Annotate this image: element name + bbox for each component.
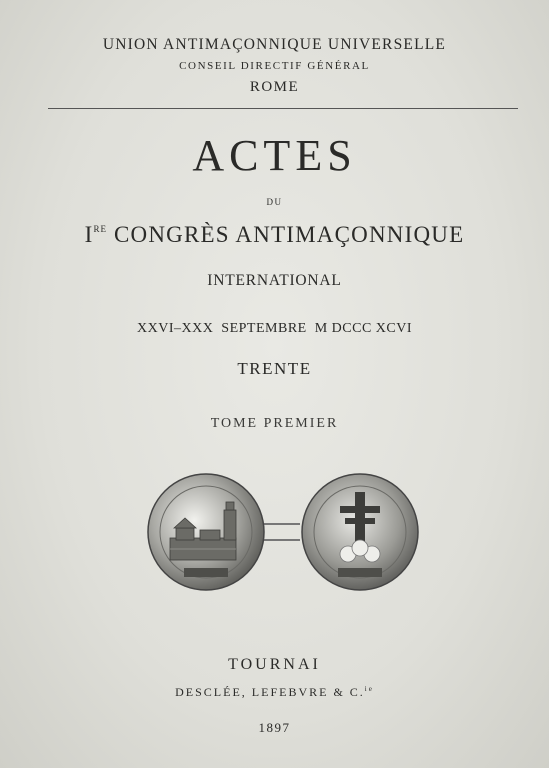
congress-place: TRENTE: [237, 359, 312, 378]
volume-label: TOME PREMIER: [210, 416, 339, 431]
congress-dates: XXVI–XXX SEPTEMBRE M DCCC XCVI: [136, 321, 413, 336]
publisher-suffix: ie: [364, 685, 374, 693]
congress-title: [0, 222, 549, 248]
header-divider: [48, 108, 518, 109]
main-title: ACTES: [192, 131, 357, 180]
international-label: INTERNATIONAL: [207, 272, 342, 289]
imprint-city: TOURNAI: [228, 656, 321, 673]
commemorative-medals: [140, 468, 420, 598]
title-connector: DU: [266, 197, 283, 207]
publication-year: 1897: [258, 720, 291, 735]
publisher-prefix: DESCLÉE, LEFEBVRE & C.: [175, 685, 365, 699]
medal-obverse: [148, 474, 264, 590]
medal-reverse: [302, 474, 418, 590]
ordinal-suffix: RE: [93, 224, 108, 234]
organization-name: UNION ANTIMAÇONNIQUE UNIVERSELLE: [102, 36, 447, 53]
medal-connector: [264, 524, 300, 540]
congress-name: CONGRÈS ANTIMAÇONNIQUE: [107, 222, 465, 247]
council-name: CONSEIL DIRECTIF GÉNÉRAL: [179, 60, 370, 72]
organization-city: ROME: [249, 79, 300, 95]
publisher-name: [0, 685, 549, 700]
ordinal-number: I: [84, 222, 94, 247]
